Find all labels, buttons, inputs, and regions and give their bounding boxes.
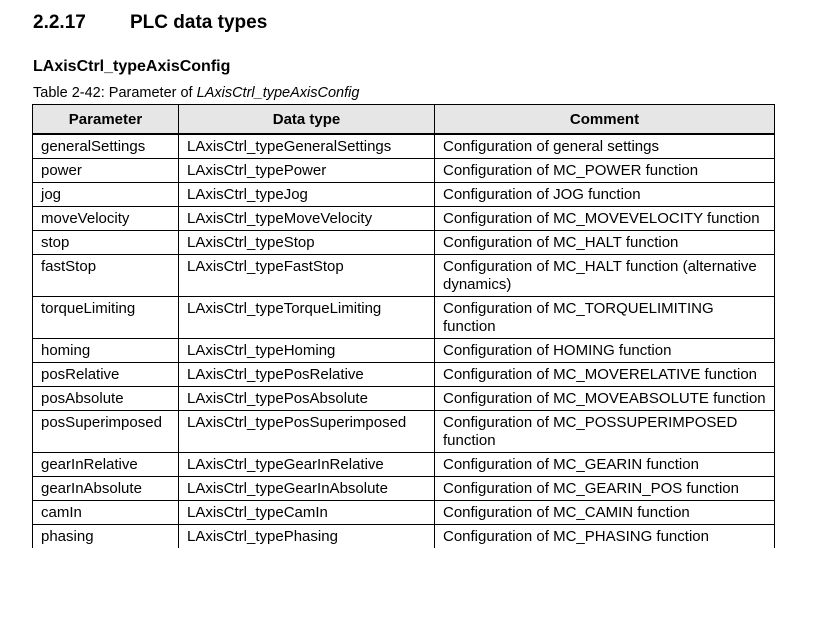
table-row (33, 339, 775, 363)
cell-data-type: LAxisCtrl_typeGeneralSettings (179, 134, 435, 159)
table-row (33, 501, 775, 525)
table-row (33, 363, 775, 387)
cell-parameter: gearInAbsolute (33, 477, 179, 501)
header-data-type: Data type (179, 105, 435, 135)
cell-data-type: LAxisCtrl_typePosAbsolute (179, 387, 435, 411)
caption-italic: LAxisCtrl_typeAxisConfig (196, 85, 360, 101)
table-row (33, 134, 775, 159)
cell-parameter: gearInRelative (33, 453, 179, 477)
cell-parameter: moveVelocity (33, 207, 179, 231)
table-row (33, 255, 775, 297)
table-row (33, 477, 775, 501)
cell-parameter: camIn (33, 501, 179, 525)
cell-comment: Configuration of MC_TORQUELIMITING function (435, 297, 775, 339)
cell-data-type: LAxisCtrl_typePower (179, 159, 435, 183)
cell-data-type: LAxisCtrl_typeHoming (179, 339, 435, 363)
cell-comment: Configuration of MC_MOVEABSOLUTE function (435, 387, 775, 411)
cell-comment: Configuration of MC_GEARIN function (435, 453, 775, 477)
cell-comment: Configuration of MC_PHASING function (435, 525, 775, 549)
header-parameter: Parameter (33, 105, 179, 135)
parameter-table (32, 104, 775, 548)
table-row (33, 159, 775, 183)
cell-parameter: generalSettings (33, 134, 179, 159)
cell-parameter: fastStop (33, 255, 179, 297)
cell-comment: Configuration of general settings (435, 134, 775, 159)
caption-prefix: Table 2-42: Parameter of (33, 85, 197, 101)
cell-comment: Configuration of MC_POSSUPERIMPOSED function (435, 411, 775, 453)
cell-comment: Configuration of MC_MOVEVELOCITY function (435, 207, 775, 231)
cell-comment: Configuration of HOMING function (435, 339, 775, 363)
cell-comment: Configuration of MC_POWER function (435, 159, 775, 183)
table-row (33, 297, 775, 339)
cell-data-type: LAxisCtrl_typePhasing (179, 525, 435, 549)
cell-data-type: LAxisCtrl_typeJog (179, 183, 435, 207)
cell-data-type: LAxisCtrl_typeTorqueLimiting (179, 297, 435, 339)
cell-parameter: jog (33, 183, 179, 207)
cell-data-type: LAxisCtrl_typeStop (179, 231, 435, 255)
cell-data-type: LAxisCtrl_typeGearInRelative (179, 453, 435, 477)
cell-comment: Configuration of MC_MOVERELATIVE function (435, 363, 775, 387)
cell-data-type: LAxisCtrl_typeGearInAbsolute (179, 477, 435, 501)
table-row (33, 207, 775, 231)
cell-data-type: LAxisCtrl_typeCamIn (179, 501, 435, 525)
section-title: PLC data types (130, 12, 268, 33)
cell-comment: Configuration of MC_CAMIN function (435, 501, 775, 525)
table-row (33, 525, 775, 549)
section-heading (33, 12, 267, 34)
cell-data-type: LAxisCtrl_typeMoveVelocity (179, 207, 435, 231)
header-comment: Comment (435, 105, 775, 135)
cell-comment: Configuration of JOG function (435, 183, 775, 207)
cell-parameter: power (33, 159, 179, 183)
section-number: 2.2.17 (33, 12, 86, 33)
cell-parameter: posRelative (33, 363, 179, 387)
cell-comment: Configuration of MC_HALT function (alternative dynamics) (435, 255, 775, 297)
table-body (33, 134, 775, 548)
cell-parameter: posAbsolute (33, 387, 179, 411)
table-row (33, 183, 775, 207)
table-row (33, 453, 775, 477)
table-row (33, 387, 775, 411)
cell-data-type: LAxisCtrl_typePosSuperimposed (179, 411, 435, 453)
cell-data-type: LAxisCtrl_typePosRelative (179, 363, 435, 387)
cell-parameter: posSuperimposed (33, 411, 179, 453)
table-caption (33, 85, 359, 101)
cell-data-type: LAxisCtrl_typeFastStop (179, 255, 435, 297)
cell-parameter: stop (33, 231, 179, 255)
cell-parameter: torqueLimiting (33, 297, 179, 339)
subsection-title: LAxisCtrl_typeAxisConfig (33, 58, 231, 75)
cell-parameter: phasing (33, 525, 179, 549)
cell-parameter: homing (33, 339, 179, 363)
table-row (33, 231, 775, 255)
table-row (33, 411, 775, 453)
cell-comment: Configuration of MC_GEARIN_POS function (435, 477, 775, 501)
cell-comment: Configuration of MC_HALT function (435, 231, 775, 255)
table-header-row (33, 105, 775, 135)
